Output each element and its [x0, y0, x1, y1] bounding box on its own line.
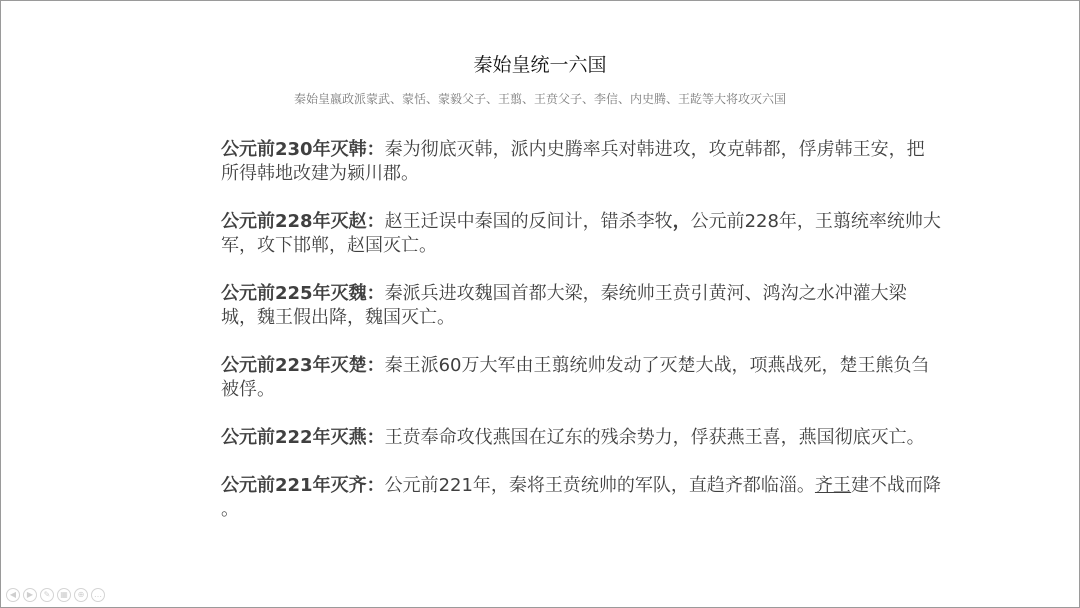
paragraph-bold-comma: ， — [672, 211, 691, 232]
paragraph-lead: 公元前221年灭齐： — [221, 475, 385, 496]
paragraph-han — [221, 138, 941, 186]
paragraph-chu — [221, 354, 941, 402]
paragraph-lead: 公元前222年灭燕： — [221, 427, 385, 448]
slide-body — [221, 138, 941, 546]
paragraph-text-after: 公元前228年，王翦统率统帅大军，攻下邯郸，赵国灭亡。 — [221, 211, 941, 256]
paragraph-text: 秦派兵进攻魏国首都大梁，秦统帅王贲引黄河、鸿沟之水冲灌大梁城，魏王假出降，魏国灭亡。 — [221, 283, 907, 328]
paragraph-lead: 公元前223年灭楚： — [221, 355, 385, 376]
paragraph-text: 王贲奉命攻伐燕国在辽东的残余势力，俘获燕王喜，燕国彻底灭亡。 — [384, 427, 925, 448]
underlined-link-qiwang[interactable]: 齐王 — [814, 475, 851, 496]
slideshow-controls — [6, 588, 105, 602]
paragraph-text-after: 建不战而降 。 — [221, 475, 941, 520]
zoom-icon[interactable]: ⊕ — [74, 588, 88, 602]
paragraph-text: 赵王迁误中秦国的反间计，错杀李牧 — [384, 211, 673, 232]
paragraph-text: 秦王派60万大军由王翦统帅发动了灭楚大战，项燕战死，楚王熊负刍被俘。 — [221, 355, 930, 400]
paragraph-zhao — [221, 210, 941, 258]
paragraph-text: 秦为彻底灭韩，派内史腾率兵对韩进攻，攻克韩都，俘虏韩王安，把所得韩地改建为颍川郡。 — [221, 139, 925, 184]
more-options-icon[interactable]: … — [91, 588, 105, 602]
next-slide-icon[interactable]: ▶ — [23, 588, 37, 602]
paragraph-yan — [221, 426, 941, 450]
paragraph-lead: 公元前225年灭魏： — [221, 283, 385, 304]
paragraph-wei — [221, 282, 941, 330]
previous-slide-icon[interactable]: ◀ — [6, 588, 20, 602]
paragraph-lead: 公元前230年灭韩： — [221, 139, 385, 160]
slide-subtitle: 秦始皇嬴政派蒙武、蒙恬、蒙毅父子、王翦、王贲父子、李信、内史腾、王龁等大将攻灭六国 — [293, 92, 786, 106]
pen-icon[interactable]: ✎ — [40, 588, 54, 602]
paragraph-qi — [221, 474, 941, 522]
slides-grid-icon[interactable]: ▦ — [57, 588, 71, 602]
slide-title: 秦始皇统一六国 — [473, 54, 607, 76]
paragraph-text: 公元前221年，秦将王贲统帅的军队，直趋齐都临淄。 — [384, 475, 815, 496]
paragraph-lead: 公元前228年灭赵： — [221, 211, 385, 232]
